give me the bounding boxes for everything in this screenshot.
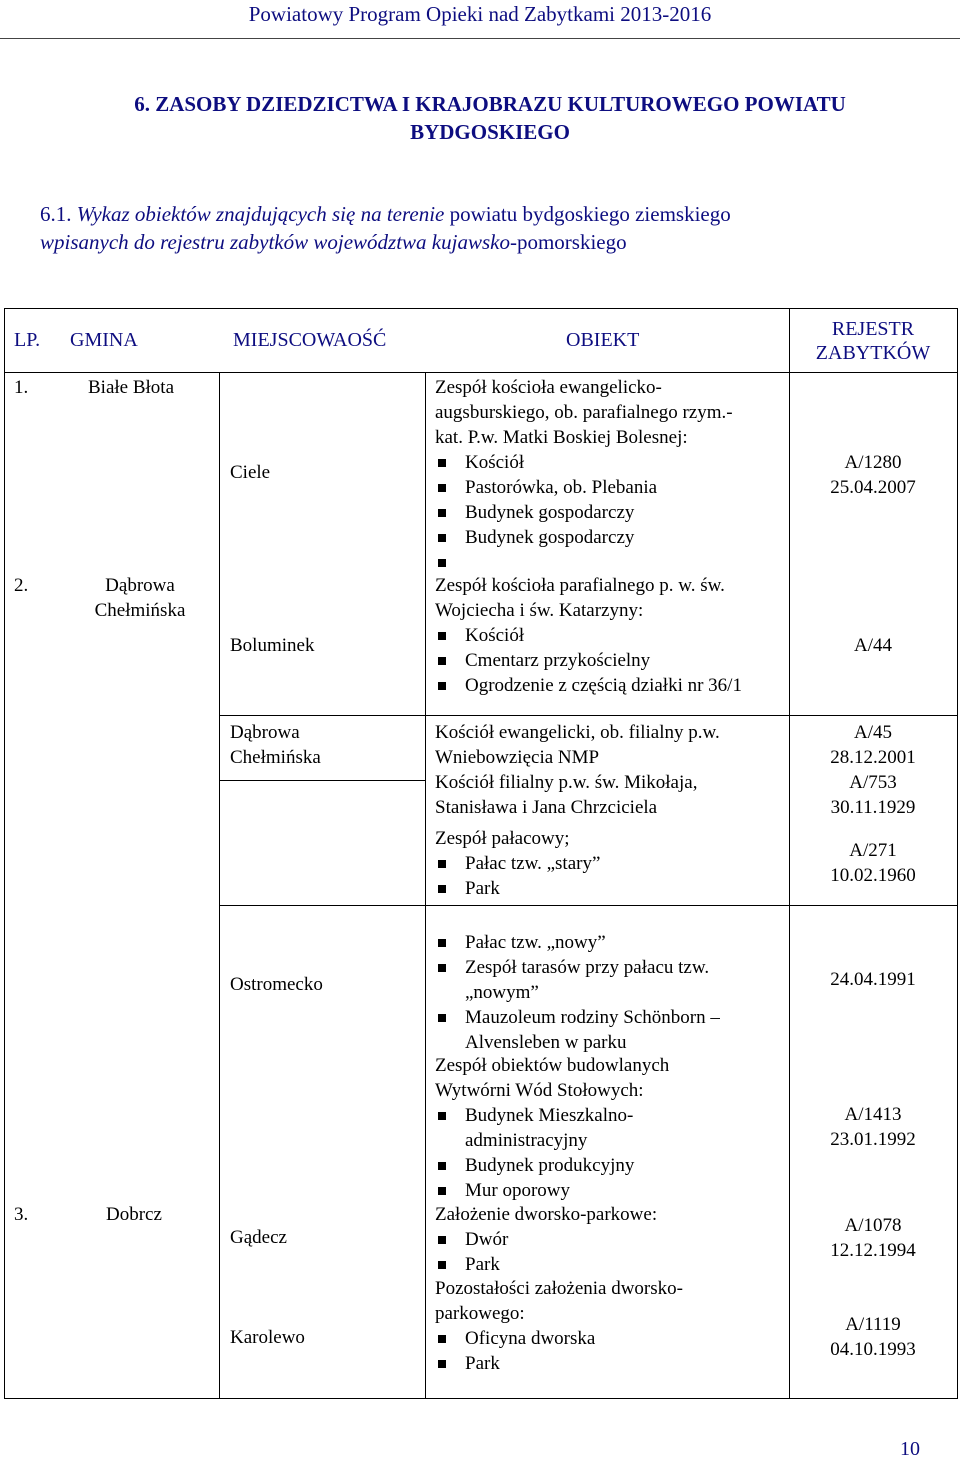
row3-rejestr-date: 30.11.1929 bbox=[830, 797, 916, 818]
row3-obiekt-line: Kościół filialny p.w. św. Mikołaja, bbox=[435, 772, 698, 793]
row1-obiekt-line: augsburskiego, ob. parafialnego rzym.- bbox=[435, 402, 733, 423]
page-number: 10 bbox=[900, 1438, 920, 1460]
row1-obiekt-line: Zespół kościoła ewangelicko- bbox=[435, 377, 662, 398]
list-item: Budynek produkcyjny bbox=[435, 1153, 634, 1178]
row1-lp: 1. bbox=[14, 377, 29, 398]
list-item: Ogrodzenie z częścią działki nr 36/1 bbox=[435, 673, 742, 698]
list-item-continuation-text: administracyjny bbox=[465, 1130, 588, 1151]
subsection-text-2: pomorskiego bbox=[516, 230, 627, 254]
list-item: Budynek gospodarczy bbox=[435, 525, 657, 550]
row1-rejestr bbox=[790, 450, 956, 500]
list-item: Mur oporowy bbox=[435, 1178, 634, 1203]
row1-items bbox=[435, 450, 657, 575]
list-item: Oficyna dworska bbox=[435, 1326, 595, 1351]
row3-miejscowosc bbox=[230, 720, 321, 770]
row4-rejestr2: 24.04.1991 bbox=[830, 969, 916, 990]
row-divider bbox=[219, 905, 957, 906]
row4-miejscowosc: Ostromecko bbox=[230, 974, 323, 995]
row4-rejestr-date: 10.02.1960 bbox=[830, 865, 916, 886]
row4-wytwornia-line: Wytwórni Wód Stołowych: bbox=[435, 1080, 644, 1101]
row4-items3 bbox=[435, 1103, 634, 1203]
table-right-border bbox=[957, 308, 958, 1399]
row4-wytwornia bbox=[435, 1053, 669, 1103]
row6-rejestr bbox=[790, 1312, 956, 1362]
list-item: Cmentarz przykościelny bbox=[435, 648, 742, 673]
row2-gmina-line: Chełmińska bbox=[94, 600, 186, 621]
row6-obiekt-line: Pozostałości założenia dworsko- bbox=[435, 1278, 683, 1299]
list-item: Budynek gospodarczy bbox=[435, 500, 657, 525]
row1-rejestr-date: 25.04.2007 bbox=[830, 477, 916, 498]
row2-items bbox=[435, 623, 742, 698]
row2-obiekt-line: Zespół kościoła parafialnego p. w. św. bbox=[435, 575, 725, 596]
row5-miejscowosc: Gądecz bbox=[230, 1227, 287, 1248]
row3-miejscowosc-line: Chełmińska bbox=[230, 747, 321, 768]
section-title-line1: 6. ZASOBY DZIEDZICTWA I KRAJOBRAZU KULTUROWEGO POWIATU bbox=[134, 92, 846, 116]
row3-rejestr-b bbox=[790, 770, 956, 820]
row2-gmina bbox=[70, 573, 210, 623]
row5-rejestr-number: A/1078 bbox=[844, 1215, 902, 1236]
list-item: Mauzoleum rodziny Schönborn – bbox=[435, 1005, 720, 1030]
row5-rejestr-date: 12.12.1994 bbox=[830, 1240, 916, 1261]
row5-rejestr bbox=[790, 1213, 956, 1263]
row5-lp: 3. bbox=[14, 1204, 29, 1225]
header-rule bbox=[0, 38, 960, 39]
row2-obiekt-line: Wojciecha i św. Katarzyny: bbox=[435, 600, 644, 621]
row1-gmina: Białe Błota bbox=[88, 377, 175, 398]
row4-rejestr1 bbox=[790, 838, 956, 888]
list-item: Pałac tzw. „stary” bbox=[435, 851, 600, 876]
row3-rejestr-number: A/753 bbox=[849, 772, 897, 793]
row3-rejestr-a bbox=[790, 720, 956, 770]
col-divider bbox=[425, 372, 426, 1399]
list-item-continuation-text: Alvensleben w parku bbox=[465, 1032, 627, 1053]
list-item: Kościół bbox=[435, 450, 657, 475]
list-item-continuation bbox=[435, 1128, 634, 1153]
row6-obiekt bbox=[435, 1276, 683, 1326]
row4-items1 bbox=[435, 851, 600, 901]
row3-obiekt-line: Stanisława i Jana Chrzciciela bbox=[435, 797, 658, 818]
row1-rejestr-number: A/1280 bbox=[844, 452, 902, 473]
header-obiekt: OBIEKT bbox=[566, 329, 640, 351]
row3-obiekt-line: Wniebowzięcia NMP bbox=[435, 747, 600, 768]
table-top-border bbox=[4, 308, 957, 309]
header-bottom-border bbox=[4, 372, 957, 373]
list-item: Kościół bbox=[435, 623, 742, 648]
row-divider bbox=[219, 780, 425, 781]
row2-miejscowosc: Boluminek bbox=[230, 635, 315, 656]
row2-lp: 2. bbox=[14, 575, 29, 596]
row4-rejestr-date: 23.01.1992 bbox=[830, 1129, 916, 1150]
row6-rejestr-date: 04.10.1993 bbox=[830, 1339, 916, 1360]
row3-miejscowosc-line: Dąbrowa bbox=[230, 722, 300, 743]
row-divider bbox=[219, 715, 957, 716]
header-rejestr-line2: ZABYTKÓW bbox=[815, 342, 931, 364]
row4-rejestr3 bbox=[790, 1102, 956, 1152]
row6-obiekt-line: parkowego: bbox=[435, 1303, 525, 1324]
row1-obiekt bbox=[435, 375, 733, 450]
list-item: Zespół tarasów przy pałacu tzw. bbox=[435, 955, 720, 980]
row5-items bbox=[435, 1227, 508, 1277]
list-item: Dwór bbox=[435, 1227, 508, 1252]
row4-rejestr-number: A/1413 bbox=[844, 1104, 902, 1125]
table-left-border bbox=[4, 308, 5, 1399]
header-miejscowosc: MIEJSCOWAOŚĆ bbox=[233, 329, 387, 351]
subsection-italic-2: wpisanych do rejestru zabytków województwa kujawsko- bbox=[40, 230, 517, 254]
row3-obiekt-b bbox=[435, 770, 697, 820]
row2-obiekt bbox=[435, 573, 725, 623]
row3-obiekt-a bbox=[435, 720, 720, 770]
row4-wytwornia-line: Zespół obiektów budowlanych bbox=[435, 1055, 670, 1076]
header-gmina: GMINA bbox=[70, 329, 138, 351]
list-item-continuation bbox=[435, 1030, 720, 1055]
header-rejestr bbox=[790, 317, 956, 365]
list-item: Pałac tzw. „nowy” bbox=[435, 930, 720, 955]
row6-miejscowosc: Karolewo bbox=[230, 1327, 305, 1348]
subsection-title bbox=[40, 200, 920, 256]
subsection-number: 6.1. bbox=[40, 202, 72, 226]
running-header: Powiatowy Program Opieki nad Zabytkami 2013-2016 bbox=[248, 2, 712, 26]
row4-zespol-palacowy: Zespół pałacowy; bbox=[435, 828, 570, 849]
table-bottom-border bbox=[4, 1398, 957, 1399]
row4-items2 bbox=[435, 930, 720, 1055]
row6-items bbox=[435, 1326, 595, 1376]
row3-rejestr-date: 28.12.2001 bbox=[830, 747, 916, 768]
list-item-continuation bbox=[435, 980, 720, 1005]
row6-rejestr-number: A/1119 bbox=[845, 1314, 901, 1335]
row3-obiekt-line: Kościół ewangelicki, ob. filialny p.w. bbox=[435, 722, 720, 743]
row5-gmina: Dobrcz bbox=[106, 1204, 162, 1225]
subsection-text-1: powiatu bydgoskiego ziemskiego bbox=[449, 202, 731, 226]
list-item: Park bbox=[435, 876, 600, 901]
header-lp: LP. bbox=[14, 329, 41, 351]
row1-obiekt-line: kat. P.w. Matki Boskiej Bolesnej: bbox=[435, 427, 688, 448]
header-rejestr-line1: REJESTR bbox=[831, 318, 915, 340]
row5-obiekt: Założenie dworsko-parkowe: bbox=[435, 1204, 658, 1225]
row3-rejestr-number: A/45 bbox=[854, 722, 892, 743]
section-title bbox=[60, 90, 920, 146]
row1-miejscowosc: Ciele bbox=[230, 462, 271, 483]
list-item-continuation-text: „nowym” bbox=[465, 982, 539, 1003]
row2-gmina-line: Dąbrowa bbox=[105, 575, 175, 596]
row2-rejestr: A/44 bbox=[854, 635, 892, 656]
subsection-italic-1: Wykaz obiektów znajdujących się na terenie bbox=[76, 202, 445, 226]
list-item: Park bbox=[435, 1252, 508, 1277]
section-title-line2: BYDGOSKIEGO bbox=[410, 120, 570, 144]
list-item: Park bbox=[435, 1351, 595, 1376]
list-item: Budynek Mieszkalno- bbox=[435, 1103, 634, 1128]
list-item: Pastorówka, ob. Plebania bbox=[435, 475, 657, 500]
row4-rejestr-number: A/271 bbox=[849, 840, 897, 861]
list-item bbox=[435, 550, 657, 575]
col-divider bbox=[219, 372, 220, 1399]
